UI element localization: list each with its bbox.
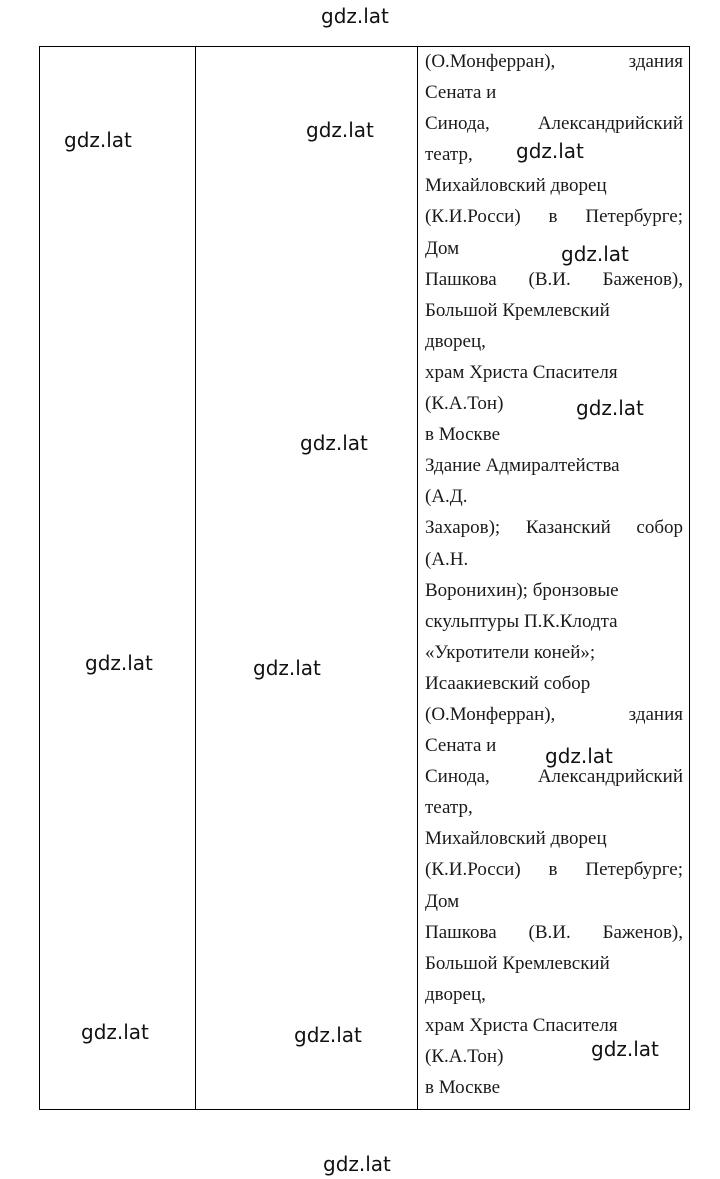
table-text-line: (К.И.Росси) в Петербурге; bbox=[425, 206, 683, 228]
table-text-line: скульптуры П.К.Клодта bbox=[425, 610, 618, 632]
table-text-line: театр, bbox=[425, 797, 473, 819]
watermark: gdz.lat bbox=[300, 431, 368, 455]
table-text-line: «Укротители коней»; bbox=[425, 641, 596, 663]
watermark: gdz.lat bbox=[591, 1037, 659, 1061]
table-text-line: (А.Д. bbox=[425, 486, 468, 508]
watermark: gdz.lat bbox=[253, 656, 321, 680]
table-text-line: Здание Адмиралтейства bbox=[425, 455, 620, 477]
table-text-line: Михайловский дворец bbox=[425, 828, 607, 850]
watermark: gdz.lat bbox=[294, 1023, 362, 1047]
table-text-line: Михайловский дворец bbox=[425, 175, 607, 197]
table-text-line: (К.И.Росси) в Петербурге; bbox=[425, 859, 683, 881]
table-text-line: дворец, bbox=[425, 330, 486, 352]
watermark: gdz.lat bbox=[81, 1020, 149, 1044]
table-text-line: Воронихин); бронзовые bbox=[425, 579, 619, 601]
table-text-line: (О.Монферран), здания bbox=[425, 703, 683, 725]
column-divider-1 bbox=[195, 47, 196, 1109]
table-text-line: Сената и bbox=[425, 735, 497, 757]
watermark: gdz.lat bbox=[64, 128, 132, 152]
table-text-line: театр, bbox=[425, 144, 473, 166]
table-text-line: Дом bbox=[425, 237, 460, 259]
watermark: gdz.lat bbox=[306, 118, 374, 142]
table-text-line: (А.Н. bbox=[425, 548, 469, 570]
table-text-line: храм Христа Спасителя bbox=[425, 1014, 618, 1036]
table-text-line: храм Христа Спасителя bbox=[425, 361, 618, 383]
watermark: gdz.lat bbox=[561, 242, 629, 266]
table-text-line: Пашкова (В.И. Баженов), bbox=[425, 921, 683, 943]
watermark: gdz.lat bbox=[85, 651, 153, 675]
table-text-line: Сената и bbox=[425, 82, 497, 104]
table-text-line: Большой Кремлевский bbox=[425, 952, 610, 974]
table-text-line: Исаакиевский собор bbox=[425, 672, 591, 694]
watermark: gdz.lat bbox=[516, 139, 584, 163]
watermark: gdz.lat bbox=[576, 396, 644, 420]
table-text-line: Синода, Александрийский bbox=[425, 766, 683, 788]
table-text-line: (О.Монферран), здания bbox=[425, 51, 683, 72]
table-text-line: дворец, bbox=[425, 983, 486, 1005]
table-text-line: в Москве bbox=[425, 424, 501, 446]
table-text-line: (К.А.Тон) bbox=[425, 1046, 504, 1067]
table-text-line: Синода, Александрийский bbox=[425, 113, 683, 135]
table-text-line: Пашкова (В.И. Баженов), bbox=[425, 268, 683, 290]
monuments-column bbox=[425, 46, 683, 1103]
table-text-line: в Москве bbox=[425, 1077, 501, 1099]
table-text-line: Дом bbox=[425, 890, 460, 912]
watermark: gdz.lat bbox=[323, 1152, 391, 1176]
table-text-line: Захаров); Казанский собор bbox=[425, 517, 683, 539]
table-text-line: Большой Кремлевский bbox=[425, 299, 610, 321]
watermark: gdz.lat bbox=[321, 4, 389, 28]
watermark: gdz.lat bbox=[545, 744, 613, 768]
table-text-line: (К.А.Тон) bbox=[425, 393, 504, 415]
column-divider-2 bbox=[417, 47, 418, 1109]
